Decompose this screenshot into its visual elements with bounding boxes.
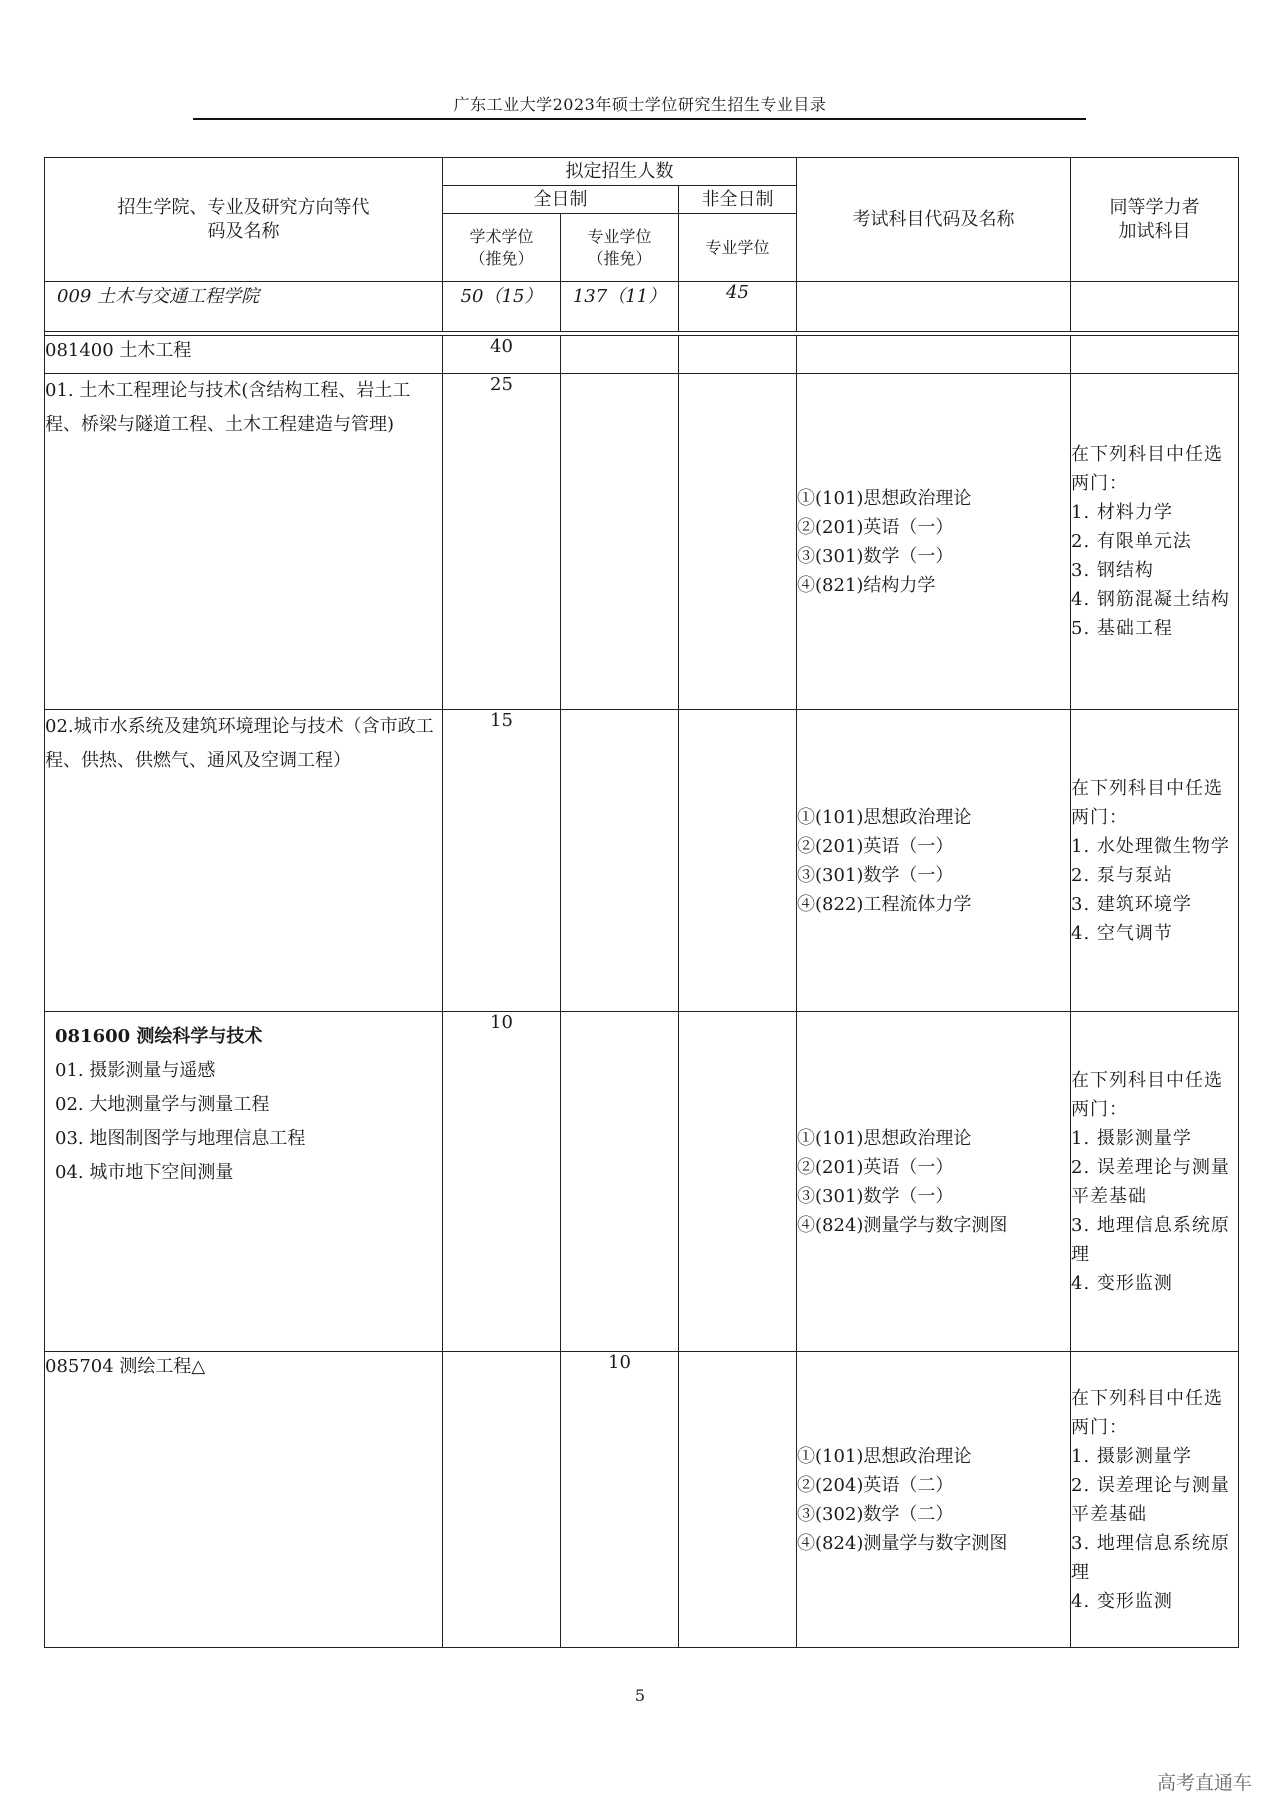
extra-subjects: 在下列科目中任选两门： 1. 材料力学 2. 有限单元法 3. 钢结构 4. 钢筋混凝土结构 5. 基础工程 bbox=[1071, 374, 1239, 710]
major-block bbox=[45, 1012, 443, 1352]
direction-text: 03. 地图制图学与地理信息工程 bbox=[55, 1128, 306, 1149]
major-title: 081400 土木工程 bbox=[45, 336, 443, 374]
college-name: 009 土木与交通工程学院 bbox=[45, 282, 443, 332]
college-academic-count: 50（15） bbox=[443, 282, 561, 332]
watermark: 高考直通车 bbox=[1156, 1772, 1252, 1794]
exam-subjects: ①(101)思想政治理论 ②(201)英语（一） ③(301)数学（一） ④(824)测量学与数字测图 bbox=[797, 1012, 1071, 1352]
exam-subjects: ①(101)思想政治理论 ②(201)英语（一） ③(301)数学（一） ④(822)工程流体力学 bbox=[797, 710, 1071, 1012]
page-number: 5 bbox=[634, 1686, 646, 1705]
major-professional-count: 10 bbox=[561, 1352, 679, 1648]
col-header-exam: 考试科目代码及名称 bbox=[797, 158, 1071, 282]
extra-subjects: 在下列科目中任选两门： 1. 摄影测量学 2. 误差理论与测量平差基础 3. 地理信息系统原理 4. 变形监测 bbox=[1071, 1352, 1239, 1648]
direction-academic-count: 25 bbox=[443, 374, 561, 710]
col-header-extra: 同等学力者 加试科目 bbox=[1071, 158, 1239, 282]
page-header: 广东工业大学2023年硕士学位研究生招生专业目录 bbox=[453, 95, 827, 114]
col-header-plan: 拟定招生人数 bbox=[443, 158, 797, 186]
admissions-catalog-table bbox=[44, 157, 1239, 1648]
direction-academic-count: 15 bbox=[443, 710, 561, 1012]
direction-text: 01. 摄影测量与遥感 bbox=[55, 1060, 216, 1081]
direction-text: 04. 城市地下空间测量 bbox=[55, 1162, 234, 1183]
header-rule bbox=[193, 118, 1086, 120]
exam-subjects: ①(101)思想政治理论 ②(204)英语（二） ③(302)数学（二） ④(824)测量学与数字测图 bbox=[797, 1352, 1071, 1648]
direction-text: 01. 土木工程理论与技术(含结构工程、岩土工程、桥梁与隧道工程、土木工程建造与管理) bbox=[45, 374, 443, 710]
col-header-parttime: 非全日制 bbox=[679, 186, 797, 214]
college-professional-count: 137（11） bbox=[561, 282, 679, 332]
major-academic-count: 40 bbox=[443, 336, 561, 374]
col-header-professional: 专业学位 （推免） bbox=[561, 214, 679, 282]
direction-text: 02. 大地测量学与测量工程 bbox=[55, 1094, 270, 1115]
col-header-fulltime: 全日制 bbox=[443, 186, 679, 214]
major-title: 085704 测绘工程△ bbox=[45, 1352, 443, 1648]
college-parttime-count: 45 bbox=[679, 282, 797, 332]
col-header-academic: 学术学位 （推免） bbox=[443, 214, 561, 282]
direction-text: 02.城市水系统及建筑环境理论与技术（含市政工程、供热、供燃气、通风及空调工程） bbox=[45, 710, 443, 1012]
extra-subjects: 在下列科目中任选两门： 1. 水处理微生物学 2. 泵与泵站 3. 建筑环境学 4. 空气调节 bbox=[1071, 710, 1239, 1012]
major-title: 081600 测绘科学与技术 bbox=[55, 1026, 263, 1047]
col-header-pt-professional: 专业学位 bbox=[679, 214, 797, 282]
major-academic-count: 10 bbox=[443, 1012, 561, 1352]
col-header-program: 招生学院、专业及研究方向等代码及名称 bbox=[45, 158, 443, 282]
extra-subjects: 在下列科目中任选两门： 1. 摄影测量学 2. 误差理论与测量平差基础 3. 地理信息系统原理 4. 变形监测 bbox=[1071, 1012, 1239, 1352]
exam-subjects: ①(101)思想政治理论 ②(201)英语（一） ③(301)数学（一） ④(821)结构力学 bbox=[797, 374, 1071, 710]
